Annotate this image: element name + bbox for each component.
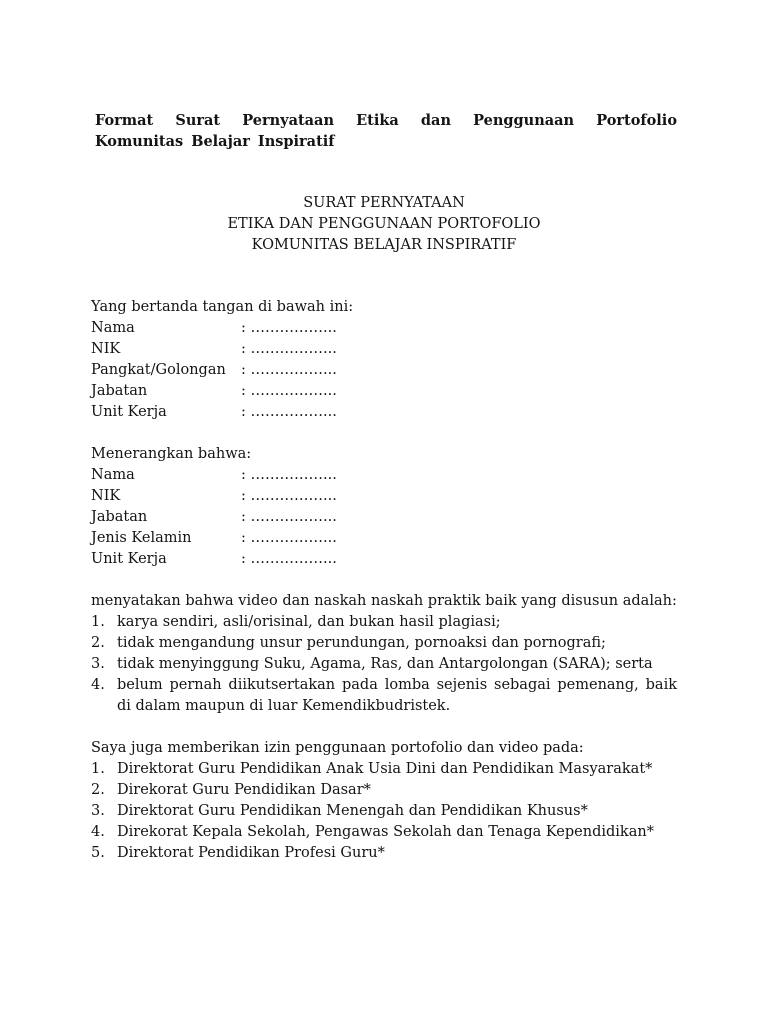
list-item: [91, 843, 677, 864]
list-text: tidak menyinggung Suku, Agama, Ras, dan Antargolongan (SARA); serta: [117, 656, 653, 672]
document-page: [91, 110, 677, 864]
list-number: 5.: [91, 845, 105, 861]
subject-field: [91, 486, 677, 507]
list-item: [91, 654, 677, 675]
list-number: 4.: [91, 824, 105, 840]
list-item: [91, 822, 677, 843]
subject-field: [91, 465, 677, 486]
list-item: [91, 759, 677, 780]
field-label: Jabatan: [91, 383, 148, 399]
permission-list: [91, 759, 677, 864]
signer-section: [91, 297, 677, 423]
subject-field: [91, 549, 677, 570]
field-value: : ……………...: [241, 341, 337, 357]
signer-intro: Yang bertanda tangan di bawah ini:: [91, 299, 354, 315]
statement-section: [91, 591, 677, 717]
signer-field: [91, 339, 677, 360]
list-item: [91, 780, 677, 801]
field-value: : ……………...: [241, 509, 337, 525]
permission-intro: Saya juga memberikan izin penggunaan portofolio dan video pada:: [91, 740, 584, 756]
list-number: 4.: [91, 677, 105, 693]
subject-field: [91, 528, 677, 549]
document-title: Format Surat Pernyataan Etika dan Penggunaan Portofolio Komunitas Belajar Inspiratif: [95, 112, 677, 150]
field-value: : ……………...: [241, 467, 337, 483]
permission-section: [91, 738, 677, 864]
field-value: : ……………...: [241, 551, 337, 567]
list-number: 3.: [91, 656, 105, 672]
signer-field: [91, 381, 677, 402]
list-text: Direktorat Pendidikan Profesi Guru*: [117, 845, 385, 861]
field-label: NIK: [91, 488, 121, 504]
list-number: 3.: [91, 803, 105, 819]
list-number: 1.: [91, 761, 105, 777]
heading-line-3: KOMUNITAS BELAJAR INSPIRATIF: [251, 237, 517, 253]
list-item: [91, 612, 677, 633]
statement-heading: [91, 193, 677, 256]
list-text: Direkorat Kepala Sekolah, Pengawas Sekolah dan Tenaga Kependidikan*: [117, 824, 654, 840]
statement-intro: menyatakan bahwa video dan naskah naskah praktik baik yang disusun adalah:: [91, 593, 677, 609]
field-value: : ……………...: [241, 404, 337, 420]
list-text: belum pernah diikutsertakan pada lomba sejenis sebagai pemenang, baik di dalam maupun di luar Kemendikbudristek.: [117, 677, 677, 714]
list-item: [91, 633, 677, 654]
list-item: [91, 801, 677, 822]
signer-field: [91, 360, 677, 381]
field-value: : ……………...: [241, 530, 337, 546]
field-label: NIK: [91, 341, 121, 357]
list-number: 2.: [91, 635, 105, 651]
heading-line-1: SURAT PERNYATAAN: [303, 195, 465, 211]
heading-line-2: ETIKA DAN PENGGUNAAN PORTOFOLIO: [227, 216, 541, 232]
field-label: Unit Kerja: [91, 404, 167, 420]
field-label: Jenis Kelamin: [91, 530, 192, 546]
field-value: : ……………...: [241, 362, 337, 378]
field-value: : ……………...: [241, 320, 337, 336]
field-value: : ……………...: [241, 383, 337, 399]
statement-list: [91, 612, 677, 717]
list-item: [91, 675, 677, 717]
field-label: Pangkat/Golongan: [91, 362, 226, 378]
list-number: 2.: [91, 782, 105, 798]
field-label: Nama: [91, 467, 135, 483]
list-text: karya sendiri, asli/orisinal, dan bukan hasil plagiasi;: [117, 614, 501, 630]
subject-section: [91, 444, 677, 570]
field-value: : ……………...: [241, 488, 337, 504]
signer-field: [91, 402, 677, 423]
field-label: Jabatan: [91, 509, 148, 525]
subject-intro: Menerangkan bahwa:: [91, 446, 252, 462]
subject-field: [91, 507, 677, 528]
list-number: 1.: [91, 614, 105, 630]
field-label: Nama: [91, 320, 135, 336]
list-text: Direkorat Guru Pendidikan Dasar*: [117, 782, 371, 798]
signer-field: [91, 318, 677, 339]
field-label: Unit Kerja: [91, 551, 167, 567]
list-text: tidak mengandung unsur perundungan, pornoaksi dan pornografi;: [117, 635, 606, 651]
list-text: Direktorat Guru Pendidikan Menengah dan Pendidikan Khusus*: [117, 803, 588, 819]
list-text: Direktorat Guru Pendidikan Anak Usia Dini dan Pendidikan Masyarakat*: [117, 761, 653, 777]
